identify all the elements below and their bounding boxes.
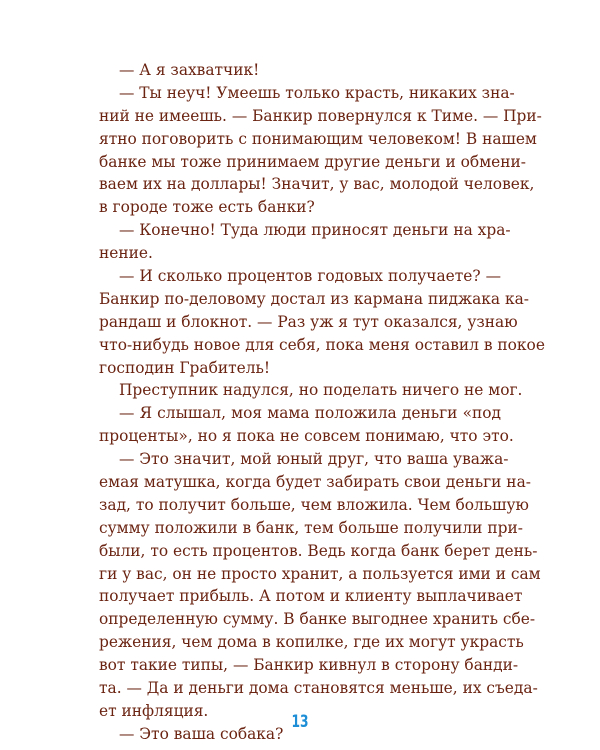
text-line: Преступник надулся, но поделать ничего не мог.	[119, 381, 523, 400]
text-line: получает прибыль. А потом и клиенту выплачивает	[99, 587, 523, 606]
text-line: — Конечно! Туда люди приносят деньги на хра-	[119, 221, 511, 240]
text-line: — Ты неуч! Умеешь только красть, никаких зна-	[119, 83, 515, 102]
text-line: — А я захватчик!	[119, 61, 260, 79]
text-line: — Это ваша собака?	[119, 724, 284, 743]
text-line: вот такие типы, — Банкир кивнул в сторону банди-	[99, 656, 519, 675]
text-line: рандаш и блокнот. — Раз уж я тут оказался, узнаю	[99, 312, 518, 331]
text-line: режения, чем дома в копилке, где их могут украсть	[99, 633, 524, 652]
text-line: — Я слышал, моя мама положила деньги «под	[119, 404, 501, 423]
text-line: емая матушка, когда будет забирать свои деньги на-	[99, 473, 531, 492]
text-line: — Это значит, мой юный друг, что ваша уважа-	[119, 450, 509, 469]
text-line: проценты», но я пока не совсем понимаю, что это.	[99, 427, 514, 446]
text-line: что-нибудь новое для себя, пока меня оставил в покое	[99, 335, 545, 354]
body-text	[99, 59, 545, 746]
text-line: ваем их на доллары! Значит, у вас, молодой человек,	[99, 175, 535, 194]
text-line: — И сколько процентов годовых получаете? —	[119, 267, 501, 286]
text-line: ет инфляция.	[99, 701, 209, 720]
text-line: Банкир по-деловому достал из кармана пиджака ка-	[99, 289, 529, 308]
text-line: сумму положили в банк, тем больше получили при-	[99, 518, 523, 537]
text-line: та. — Да и деньги дома становятся меньше, их съеда-	[99, 679, 538, 698]
text-line: в городе тоже есть банки?	[99, 198, 315, 217]
text-line: банке мы тоже принимаем другие деньги и обмени-	[99, 152, 526, 171]
text-line: ний не имеешь. — Банкир повернулся к Тиме. — При-	[99, 106, 542, 125]
text-line: зад, то получит больше, чем вложила. Чем большую	[99, 495, 529, 514]
text-line: ятно поговорить с понимающим человеком! В нашем	[99, 129, 537, 148]
text-line: были, то есть процентов. Ведь когда банк берет день-	[99, 541, 538, 560]
text-line: господин Грабитель!	[99, 358, 271, 377]
text-line: определенную сумму. В банке выгоднее хранить сбе-	[99, 610, 536, 629]
text-line: ги у вас, он не просто хранит, а пользуется ими и сам	[99, 564, 541, 583]
text-line: нение.	[99, 244, 153, 263]
page-number: 13	[291, 712, 309, 732]
